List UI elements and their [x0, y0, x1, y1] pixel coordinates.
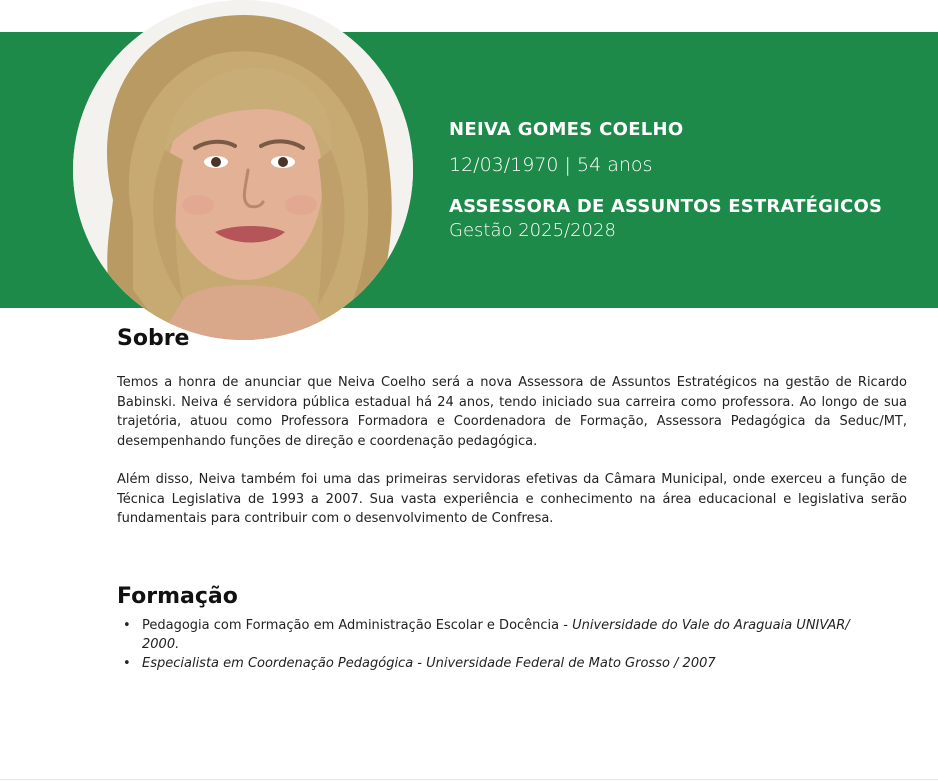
profile-birth-age: 12/03/1970 | 54 anos — [449, 154, 653, 176]
about-text — [117, 373, 907, 548]
education-institution: Universidade do Vale do Araguaia UNIVAR/ 2000. — [142, 618, 850, 652]
education-institution: Especialista em Coordenação Pedagógica - Universidade Federal de Mato Grosso / 2007 — [142, 656, 716, 671]
about-title: Sobre — [117, 326, 190, 351]
profile-term: Gestão 2025/2028 — [449, 220, 616, 241]
bottom-divider — [0, 779, 938, 780]
about-paragraph-2: Além disso, Neiva também foi uma das primeiras servidoras efetivas da Câmara Municipal, onde exerceu a função de Técnica Legislativa de 1993 a 2007. Sua vasta experiência e conhecimento na área educacional e legislativa serão fundamentais para contribuir com o desenvolvimento de Confresa. — [117, 472, 907, 526]
education-item — [117, 654, 877, 673]
bullet-icon: • — [123, 656, 131, 671]
bullet-icon: • — [123, 618, 131, 633]
profile-photo — [73, 0, 413, 340]
education-title: Formação — [117, 584, 238, 609]
profile-role: ASSESSORA DE ASSUNTOS ESTRATÉGICOS — [449, 196, 883, 217]
profile-name: NEIVA GOMES COELHO — [449, 119, 684, 140]
education-course: Pedagogia com Formação em Administração Escolar e Docência - — [142, 618, 573, 633]
portrait-image — [73, 0, 413, 340]
profile-header-info — [449, 117, 882, 243]
education-list — [117, 616, 877, 673]
education-item — [117, 616, 877, 654]
about-paragraph-1: Temos a honra de anunciar que Neiva Coelho será a nova Assessora de Assuntos Estratégicos na gestão de Ricardo Babinski. Neiva é servidora pública estadual há 24 anos, tendo iniciado sua carreira como professora. Ao longo de sua trajetória, atuou como Professora Formadora e Coordenadora de Formação, Assessora Pedagógica da Seduc/MT, desempenhando funções de direção e coordenação pedagógica. — [117, 375, 907, 449]
